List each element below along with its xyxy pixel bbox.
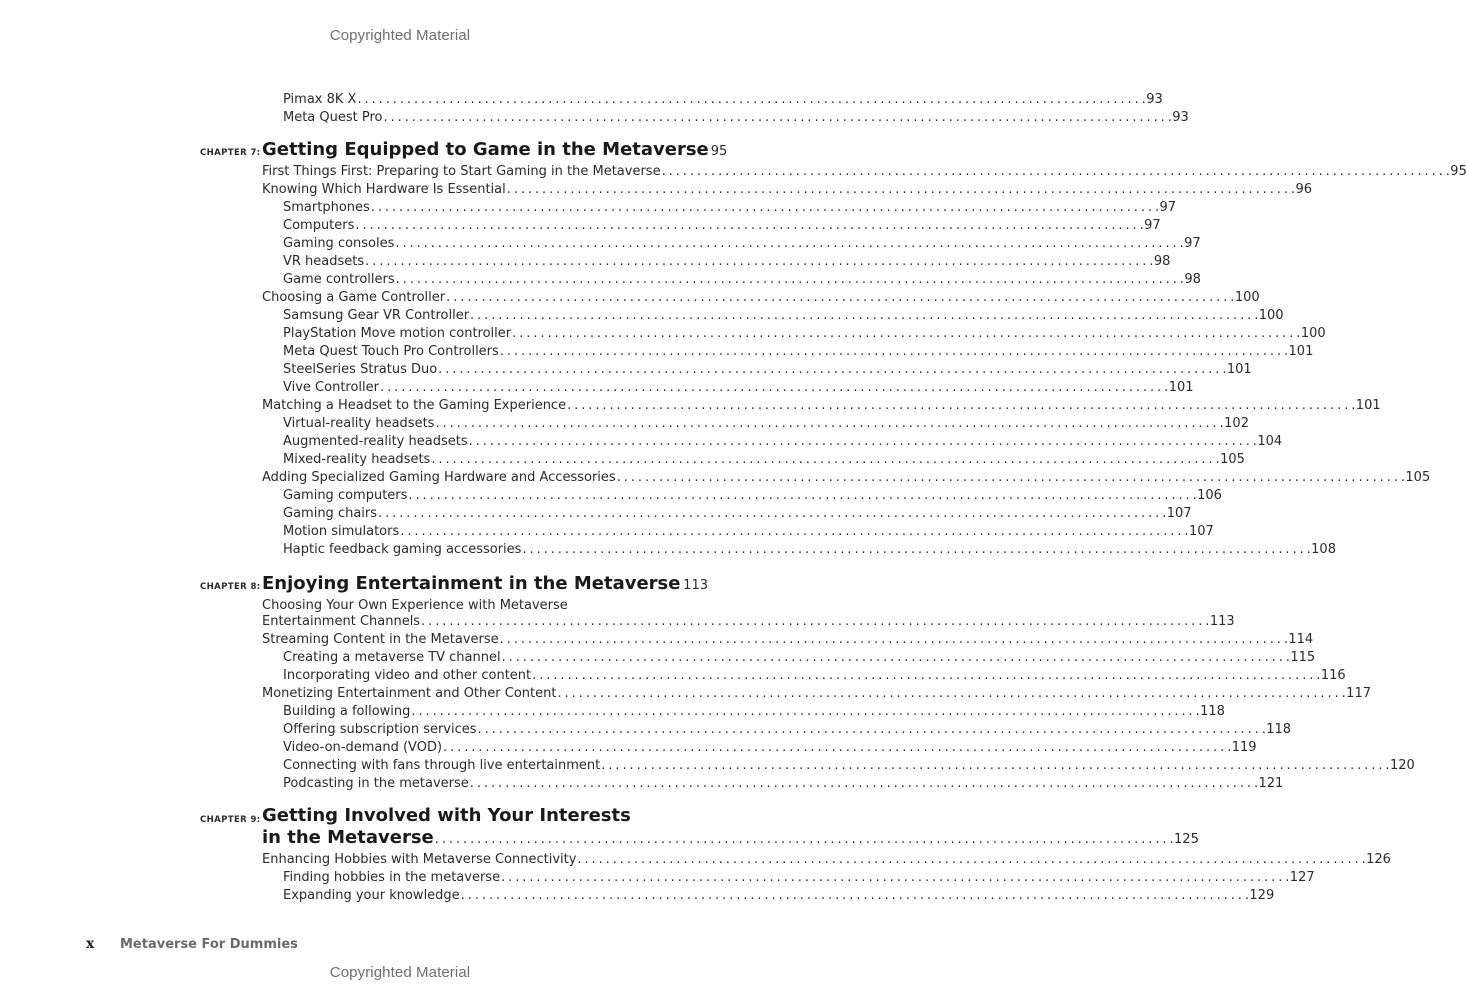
dot-leader: [501, 869, 1289, 887]
toc-entry[interactable]: [283, 307, 1284, 325]
entry-title: Computers: [283, 218, 355, 233]
dot-leader: [421, 613, 1209, 631]
toc-entry[interactable]: [262, 181, 1312, 199]
copyright-watermark-top: Copyrighted Material: [329, 27, 471, 44]
entry-page: 119: [1231, 740, 1257, 755]
toc-entry[interactable]: [262, 685, 1371, 703]
chapter-heading[interactable]: [262, 573, 708, 594]
dot-leader: [502, 649, 1290, 667]
dot-leader: [435, 415, 1223, 433]
entry-page: 101: [1288, 344, 1314, 359]
dot-leader: [500, 631, 1288, 649]
entry-page: 104: [1257, 434, 1283, 449]
entry-title: Adding Specialized Gaming Hardware and Accessories: [262, 470, 616, 485]
entry-title: Creating a metaverse TV channel: [283, 650, 501, 665]
toc-entry[interactable]: [283, 109, 1189, 127]
entry-title: PlayStation Move motion controller: [283, 326, 512, 341]
dot-leader: [532, 667, 1320, 685]
entry-page: 97: [1144, 218, 1161, 233]
dot-leader: [380, 379, 1168, 397]
toc-entry[interactable]: [283, 253, 1171, 271]
dot-leader: [357, 91, 1145, 109]
dot-leader: [567, 397, 1355, 415]
entry-page: 97: [1184, 236, 1201, 251]
dot-leader: [446, 289, 1234, 307]
entry-title: Haptic feedback gaming accessories: [283, 542, 522, 557]
toc-entry[interactable]: [283, 869, 1315, 887]
dot-leader: [681, 578, 682, 593]
dot-leader: [522, 541, 1310, 559]
entry-page: 101: [1226, 362, 1252, 377]
entry-title: First Things First: Preparing to Start Gaming in the Metaverse: [262, 164, 661, 179]
entry-title: Enhancing Hobbies with Metaverse Connectivity: [262, 852, 577, 867]
entry-page: 101: [1168, 380, 1194, 395]
toc-entry[interactable]: [262, 469, 1431, 487]
entry-page: 98: [1153, 254, 1171, 269]
dot-leader: [408, 487, 1196, 505]
entry-title: Meta Quest Pro: [283, 110, 383, 125]
dot-leader: [395, 235, 1183, 253]
entry-page: 100: [1300, 326, 1326, 341]
dot-leader: [355, 217, 1143, 235]
entry-page: 107: [1188, 524, 1214, 539]
dot-leader: [384, 109, 1172, 127]
entry-page: 93: [1172, 110, 1189, 125]
toc-entry[interactable]: [283, 91, 1163, 109]
entry-page: 108: [1311, 542, 1336, 557]
entry-title: Smartphones: [283, 200, 370, 215]
dot-leader: [461, 887, 1249, 905]
entry-page: 120: [1389, 758, 1415, 773]
entry-title: Samsung Gear VR Controller: [283, 308, 470, 323]
entry-page: 107: [1166, 506, 1192, 521]
dot-leader: [443, 739, 1231, 757]
chapter-label: CHAPTER 9:: [200, 815, 261, 825]
entry-title: Vive Controller: [283, 380, 379, 395]
toc-entry[interactable]: [283, 505, 1192, 523]
entry-title: Gaming computers: [283, 488, 408, 503]
entry-page: 114: [1288, 632, 1314, 647]
toc-entry[interactable]: [283, 379, 1194, 397]
chapter-title-line1[interactable]: Getting Involved with Your Interests: [262, 805, 631, 826]
entry-page: 118: [1266, 722, 1292, 737]
entry-page: 105: [1405, 470, 1431, 485]
toc-entry[interactable]: [283, 415, 1249, 433]
footer-page-number: x: [86, 936, 95, 952]
toc-entry[interactable]: [262, 397, 1381, 415]
dot-leader: [470, 775, 1258, 793]
entry-title: Entertainment Channels: [262, 614, 421, 629]
toc-entry[interactable]: [283, 541, 1336, 559]
entry-page: 115: [1290, 650, 1316, 665]
dot-leader: [662, 163, 1450, 181]
entry-page: 116: [1320, 668, 1346, 683]
toc-entry[interactable]: [283, 775, 1284, 793]
dot-leader: [371, 199, 1159, 217]
dot-leader: [507, 181, 1295, 199]
entry-title: Meta Quest Touch Pro Controllers: [283, 344, 499, 359]
entry-title: Offering subscription services: [283, 722, 477, 737]
toc-entry[interactable]: [283, 667, 1346, 685]
dot-leader: [577, 851, 1365, 869]
entry-title: VR headsets: [283, 254, 365, 269]
dot-leader: [469, 433, 1257, 451]
entry-title: Game controllers: [283, 272, 395, 287]
entry-title-line1[interactable]: Choosing Your Own Experience with Metaverse: [262, 598, 568, 613]
chapter-title: Enjoying Entertainment in the Metaverse: [262, 573, 681, 594]
footer-book-title: Metaverse For Dummies: [120, 937, 298, 952]
entry-title: Choosing a Game Controller: [262, 290, 446, 305]
dot-leader: [438, 361, 1226, 379]
entry-title: Connecting with fans through live entertainment: [283, 758, 601, 773]
toc-entry[interactable]: [283, 757, 1415, 775]
entry-page: 127: [1289, 870, 1315, 885]
entry-title: Gaming chairs: [283, 506, 378, 521]
entry-title: Streaming Content in the Metaverse: [262, 632, 499, 647]
dot-leader: [617, 469, 1405, 487]
dot-leader: [601, 757, 1389, 775]
toc-entry[interactable]: [262, 163, 1467, 181]
dot-leader: [431, 451, 1219, 469]
dot-leader: [512, 325, 1300, 343]
entry-title: Incorporating video and other content: [283, 668, 532, 683]
entry-title: Augmented-reality headsets: [283, 434, 468, 449]
dot-leader: [500, 343, 1288, 361]
entry-page: 93: [1146, 92, 1163, 107]
chapter-label: CHAPTER 7:: [200, 148, 261, 158]
entry-page: 117: [1346, 686, 1371, 701]
toc-entry[interactable]: [283, 703, 1225, 721]
entry-title: Podcasting in the metaverse: [283, 776, 469, 791]
entry-page: 96: [1295, 182, 1312, 197]
entry-title: Video-on-demand (VOD): [283, 740, 443, 755]
chapter-title: Getting Equipped to Game in the Metaverse: [262, 139, 709, 160]
dot-leader: [378, 505, 1166, 523]
entry-page: 106: [1197, 488, 1222, 503]
toc-entry[interactable]: [283, 199, 1177, 217]
toc-entry[interactable]: [283, 325, 1326, 343]
toc-entry[interactable]: [283, 739, 1257, 757]
entry-title: Mixed-reality headsets: [283, 452, 431, 467]
toc-entry[interactable]: [262, 631, 1314, 649]
entry-title: Monetizing Entertainment and Other Content: [262, 686, 557, 701]
entry-page: 101: [1355, 398, 1381, 413]
entry-title: Matching a Headset to the Gaming Experience: [262, 398, 567, 413]
entry-page: 97: [1159, 200, 1177, 215]
dot-leader: [365, 253, 1153, 271]
toc-entry[interactable]: [262, 613, 1235, 631]
dot-leader: [400, 523, 1188, 541]
toc-entry[interactable]: [283, 271, 1201, 289]
entry-page: 100: [1234, 290, 1260, 305]
entry-title: Motion simulators: [283, 524, 400, 539]
chapter-page: 125: [1174, 832, 1199, 847]
dot-leader: [470, 307, 1258, 325]
toc-entry[interactable]: [283, 361, 1252, 379]
toc-entry[interactable]: [283, 343, 1314, 361]
entry-page: 98: [1184, 272, 1201, 287]
chapter-title: in the Metaverse: [262, 827, 434, 848]
toc-entry[interactable]: [283, 721, 1292, 739]
entry-title: Finding hobbies in the metaverse: [283, 870, 501, 885]
entry-title: Expanding your knowledge: [283, 888, 460, 903]
toc-entry[interactable]: [283, 235, 1201, 253]
entry-title: Gaming consoles: [283, 236, 395, 251]
dot-leader: [557, 685, 1345, 703]
entry-page: 126: [1366, 852, 1391, 867]
entry-page: 118: [1200, 704, 1225, 719]
entry-page: 100: [1258, 308, 1284, 323]
entry-page: 113: [1209, 614, 1235, 629]
toc-entry[interactable]: [262, 289, 1260, 307]
toc-entry[interactable]: [283, 451, 1245, 469]
entry-page: 95: [1450, 164, 1467, 179]
entry-title: Virtual-reality headsets: [283, 416, 435, 431]
toc-entry[interactable]: [283, 649, 1316, 667]
chapter-heading[interactable]: [262, 139, 728, 160]
entry-title: Knowing Which Hardware Is Essential: [262, 182, 506, 197]
entry-title: SteelSeries Stratus Duo: [283, 362, 438, 377]
dot-leader: [478, 721, 1266, 739]
toc-entry[interactable]: [283, 217, 1161, 235]
copyright-watermark-bottom: Copyrighted Material: [329, 964, 471, 981]
chapter-heading[interactable]: [262, 827, 1199, 848]
entry-title: Building a following: [283, 704, 411, 719]
entry-page: 121: [1258, 776, 1284, 791]
toc-entry[interactable]: [283, 523, 1214, 541]
toc-entry[interactable]: [262, 851, 1391, 869]
entry-page: 129: [1249, 888, 1275, 903]
chapter-page: 95: [710, 144, 728, 159]
toc-entry[interactable]: [283, 887, 1275, 905]
toc-entry[interactable]: [283, 433, 1283, 451]
dot-leader: [435, 832, 1173, 847]
dot-leader: [396, 271, 1184, 289]
chapter-label: CHAPTER 8:: [200, 582, 261, 592]
entry-page: 105: [1220, 452, 1245, 467]
entry-page: 102: [1224, 416, 1249, 431]
dot-leader: [411, 703, 1199, 721]
toc-entry[interactable]: [283, 487, 1222, 505]
chapter-page: 113: [683, 578, 708, 593]
entry-title: Pimax 8K X: [283, 92, 357, 107]
